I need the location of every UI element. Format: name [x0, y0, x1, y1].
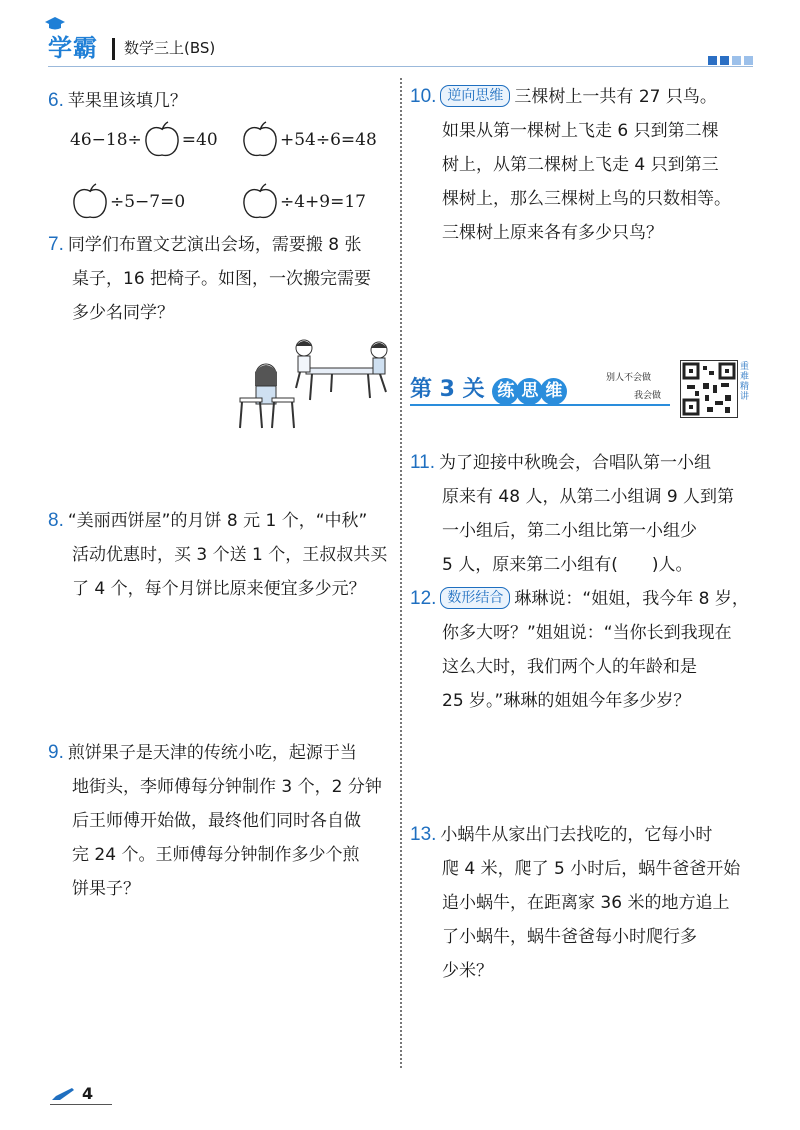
question-line: 小蜗牛从家出门去找吃的，它每小时 [440, 825, 713, 845]
qr-side-label: 重难精讲 [740, 362, 750, 402]
question-line: 原来有 48 人，从第二小组调 9 人到第 [442, 487, 735, 507]
equation-text: ÷4+9=17 [280, 192, 366, 212]
level-char: 练 [492, 378, 519, 405]
question-line: 爬 4 米，爬了 5 小时后，蜗牛爸爸开始 [442, 859, 741, 879]
question-number: 9. [48, 742, 64, 763]
students-moving-furniture-illustration [236, 336, 392, 436]
question-line: 活动优惠时，买 3 个送 1 个，王叔叔共买 [72, 545, 388, 565]
question-number: 11. [410, 452, 436, 473]
level-3-banner [410, 358, 755, 420]
question-line: 棵树上，那么三棵树上鸟的只数相等。 [442, 189, 731, 209]
question-12 [410, 582, 760, 718]
pen-icon [50, 1086, 76, 1102]
apple-icon [240, 120, 280, 160]
footer-rule [50, 1104, 112, 1105]
question-7 [48, 228, 393, 330]
brand-logo [48, 28, 98, 63]
question-line: 多少名同学？ [72, 303, 174, 323]
logo-text: 学霸 [48, 34, 98, 62]
level-subtitle-1: 别人不会做 [606, 373, 652, 383]
equation-text: =40 [181, 130, 218, 150]
question-line: 了 4 个，每个月饼比原来便宜多少元？ [72, 579, 366, 599]
question-number: 12. [410, 588, 437, 609]
question-8 [48, 504, 393, 606]
graduation-cap-icon [44, 16, 66, 32]
level-char: 维 [540, 378, 567, 405]
question-line: 追小蜗牛，在距离家 36 米的地方追上 [442, 893, 730, 913]
equation-text: ÷5−7=0 [110, 192, 186, 212]
header-separator [112, 38, 115, 60]
reverse-thinking-tag: 逆向思维 [440, 85, 510, 107]
question-line: 你多大呀？”姐姐说：“当你长到我现在 [442, 623, 732, 643]
question-6 [48, 84, 388, 118]
question-line: 树上，从第二棵树上飞走 4 只到第三 [442, 155, 719, 175]
question-13 [410, 818, 760, 988]
question-number: 13. [410, 824, 437, 845]
question-line: 地街头，李师傅每分钟制作 3 个，2 分钟 [72, 777, 382, 797]
equation-text: 46−18÷ [70, 130, 142, 150]
question-line: 一小组后，第二小组比第一小组少 [442, 521, 697, 541]
question-text: 苹果里该填几？ [67, 91, 187, 111]
question-line: 5 人，原来第二小组有( )人。 [442, 555, 693, 575]
level-underline [410, 404, 670, 406]
column-divider [400, 78, 402, 1068]
equation-text: +54÷6=48 [280, 130, 377, 150]
question-line: 三棵树上原来各有多少只鸟？ [442, 223, 663, 243]
question-number: 8. [48, 510, 64, 531]
apple-icon [240, 182, 280, 222]
question-line: 煎饼果子是天津的传统小吃，起源于当 [67, 743, 357, 763]
question-line: 如果从第一棵树上飞走 6 只到第二棵 [442, 121, 719, 141]
qr-code-icon[interactable] [680, 360, 738, 418]
question-line: 为了迎接中秋晚会，合唱队第一小组 [439, 453, 712, 473]
book-title: 数学三上(BS) [124, 39, 216, 57]
question-9 [48, 736, 393, 906]
level-title [410, 372, 564, 405]
question-line: “美丽西饼屋”的月饼 8 元 1 个，“中秋” [67, 511, 368, 531]
equation-1 [70, 120, 218, 160]
question-line: 琳琳说：“姐姐，我今年 8 岁， [514, 589, 749, 609]
level-subtitle-2: 我会做 [634, 391, 662, 401]
question-number: 10. [410, 86, 437, 107]
apple-icon [142, 120, 182, 160]
header-rule [48, 66, 753, 67]
question-line: 少米？ [442, 961, 493, 981]
question-number: 6. [48, 90, 64, 111]
question-line: 25 岁。”琳琳的姐姐今年多少岁？ [442, 691, 691, 711]
question-line: 这么大时，我们两个人的年龄和是 [442, 657, 697, 677]
question-11 [410, 446, 760, 582]
question-line: 同学们布置文艺演出会场，需要搬 8 张 [67, 235, 362, 255]
question-line: 完 24 个。王师傅每分钟制作多少个煎 [72, 845, 360, 865]
level-prefix: 第 3 关 [410, 377, 485, 402]
number-shape-tag: 数形结合 [440, 587, 510, 609]
apple-icon [70, 182, 110, 222]
equation-4 [240, 182, 366, 222]
question-line: 饼果子？ [72, 879, 140, 899]
level-char: 思 [516, 378, 543, 405]
question-line: 后王师傅开始做，最终他们同时各自做 [72, 811, 361, 831]
page-number: 4 [82, 1084, 94, 1103]
question-10 [410, 80, 760, 250]
equation-3 [70, 182, 185, 222]
question-line: 三棵树上一共有 27 只鸟。 [514, 87, 717, 107]
question-number: 7. [48, 234, 64, 255]
question-line: 了小蜗牛，蜗牛爸爸每小时爬行多 [442, 927, 697, 947]
equation-2 [240, 120, 377, 160]
page-header [0, 0, 800, 72]
question-line: 桌子，16 把椅子。如图，一次搬完需要 [72, 269, 372, 289]
